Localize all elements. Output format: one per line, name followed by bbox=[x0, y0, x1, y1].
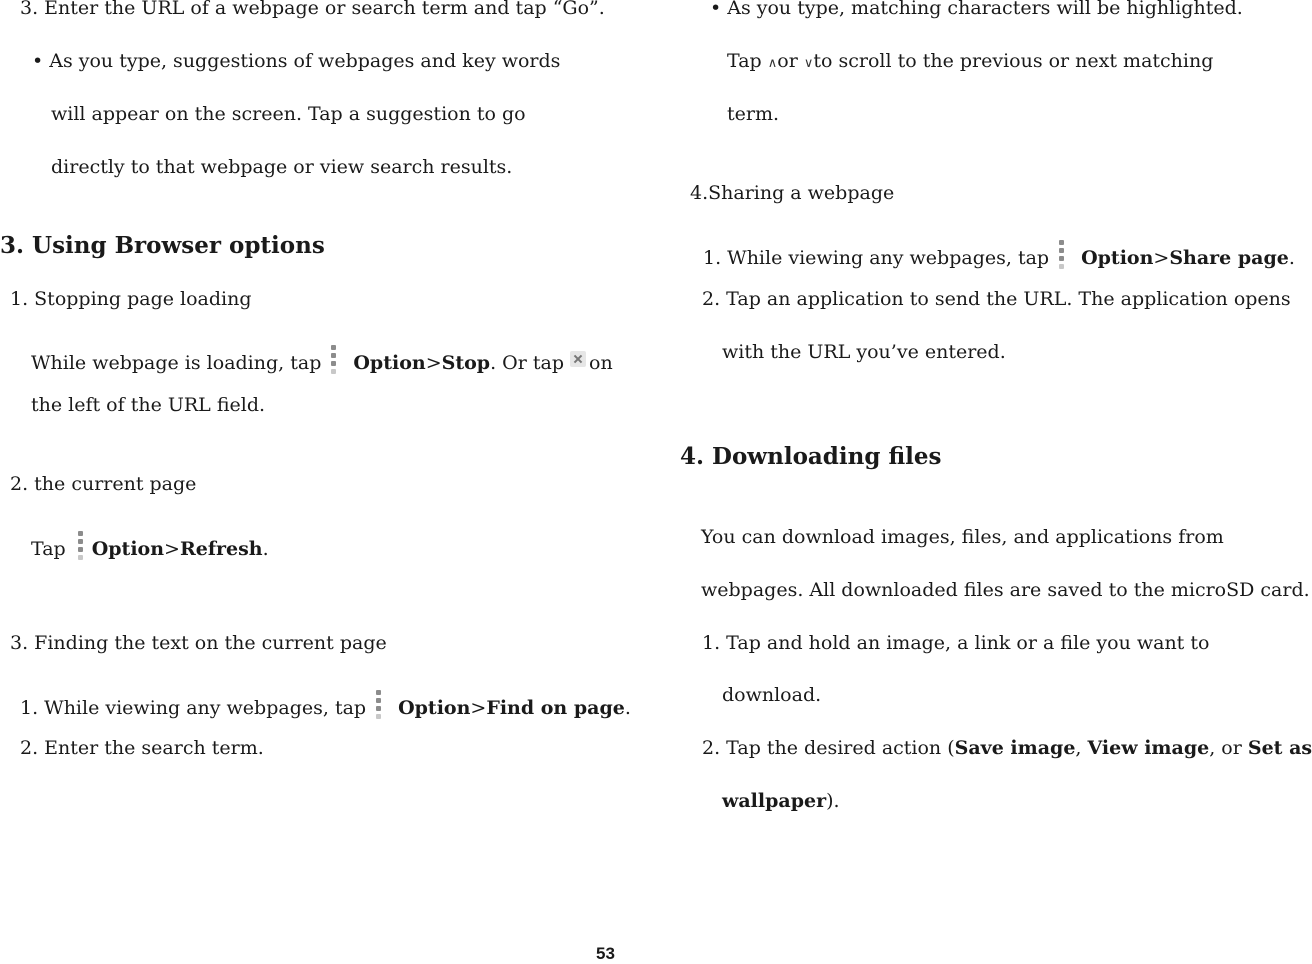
set-as-label: Set as bbox=[1247, 737, 1312, 759]
menu-icon bbox=[327, 345, 341, 375]
find-text-title: 3. Finding the text on the current page bbox=[10, 632, 387, 654]
tap-text: Tap bbox=[727, 50, 762, 72]
share-step-2-cont: with the URL you’ve entered. bbox=[722, 341, 1006, 363]
gt-symbol: > bbox=[470, 697, 487, 719]
or-tap-text: . Or tap bbox=[490, 352, 564, 374]
scroll-instruction bbox=[727, 49, 1213, 76]
or-text: or bbox=[777, 50, 798, 72]
download-step-1-cont: download. bbox=[722, 684, 822, 706]
view-image-label: View image bbox=[1087, 737, 1210, 759]
find-step-1-text: 1. While viewing any webpages, tap bbox=[20, 697, 367, 719]
download-intro-2: webpages. All downloaded files are saved to the microSD card. bbox=[701, 579, 1310, 601]
download-intro-1: You can download images, files, and applications from bbox=[701, 526, 1224, 548]
gt-symbol: > bbox=[1153, 247, 1170, 269]
share-step-1 bbox=[703, 240, 1295, 270]
download-step-2-text: 2. Tap the desired action ( bbox=[702, 737, 955, 759]
page-number: 53 bbox=[596, 944, 615, 963]
scroll-text: to scroll to the previous or next matching bbox=[813, 50, 1214, 72]
menu-icon bbox=[74, 531, 88, 561]
menu-icon bbox=[372, 690, 386, 720]
refresh-title: 2. the current page bbox=[10, 473, 197, 495]
comma: , bbox=[1075, 737, 1082, 759]
bullet-suggestions: • As you type, suggestions of webpages and key words bbox=[32, 50, 561, 72]
refresh-instruction bbox=[31, 531, 269, 561]
option-label: Option bbox=[353, 352, 426, 374]
find-step-1 bbox=[20, 690, 631, 720]
sharing-title: 4.Sharing a webpage bbox=[690, 182, 895, 204]
stopping-text: While webpage is loading, tap bbox=[31, 352, 322, 374]
comma-or-text: , or bbox=[1209, 737, 1242, 759]
suggestions-continued-1: will appear on the screen. Tap a suggestion to go bbox=[51, 103, 526, 125]
period: . bbox=[1288, 247, 1295, 269]
refresh-label: Refresh bbox=[179, 538, 263, 560]
share-page-label: Share page bbox=[1169, 247, 1289, 269]
find-step-2: 2. Enter the search term. bbox=[20, 737, 264, 759]
period: . bbox=[624, 697, 631, 719]
stop-label: Stop bbox=[441, 352, 491, 374]
menu-icon bbox=[1055, 240, 1069, 270]
share-step-1-text: 1. While viewing any webpages, tap bbox=[703, 247, 1050, 269]
scroll-instruction-cont: term. bbox=[727, 103, 780, 125]
stopping-page-loading-title: 1. Stopping page loading bbox=[10, 288, 252, 310]
suggestions-continued-2: directly to that webpage or view search results. bbox=[51, 156, 513, 178]
stopping-instruction bbox=[31, 345, 613, 375]
download-step-1: 1. Tap and hold an image, a link or a file you want to bbox=[702, 632, 1210, 654]
share-step-2: 2. Tap an application to send the URL. The application opens bbox=[702, 288, 1291, 310]
gt-symbol: > bbox=[425, 352, 442, 374]
option-label: Option bbox=[1081, 247, 1154, 269]
on-text: on bbox=[589, 352, 613, 374]
download-step-2-cont bbox=[722, 789, 840, 813]
bullet-matching: • As you type, matching characters will be highlighted. bbox=[710, 0, 1243, 19]
option-label: Option bbox=[91, 538, 165, 560]
period: . bbox=[262, 538, 269, 560]
download-step-2 bbox=[702, 736, 1312, 760]
stopping-instruction-cont: the left of the URL field. bbox=[31, 394, 266, 416]
section-heading-downloading: 4. Downloading files bbox=[680, 443, 942, 470]
section-heading-browser-options: 3. Using Browser options bbox=[0, 232, 325, 259]
wallpaper-label: wallpaper bbox=[722, 790, 827, 812]
close-paren: ). bbox=[826, 790, 840, 812]
option-label: Option bbox=[398, 697, 471, 719]
find-on-page-label: Find on page bbox=[486, 697, 625, 719]
up-caret-icon: ∧ bbox=[767, 56, 778, 71]
gt-symbol: > bbox=[164, 538, 180, 560]
save-image-label: Save image bbox=[954, 737, 1076, 759]
tap-text: Tap bbox=[31, 538, 66, 560]
close-icon bbox=[570, 351, 586, 367]
down-caret-icon: ∨ bbox=[803, 56, 814, 71]
step3-enter-url: 3. Enter the URL of a webpage or search term and tap “Go”. bbox=[20, 0, 605, 19]
